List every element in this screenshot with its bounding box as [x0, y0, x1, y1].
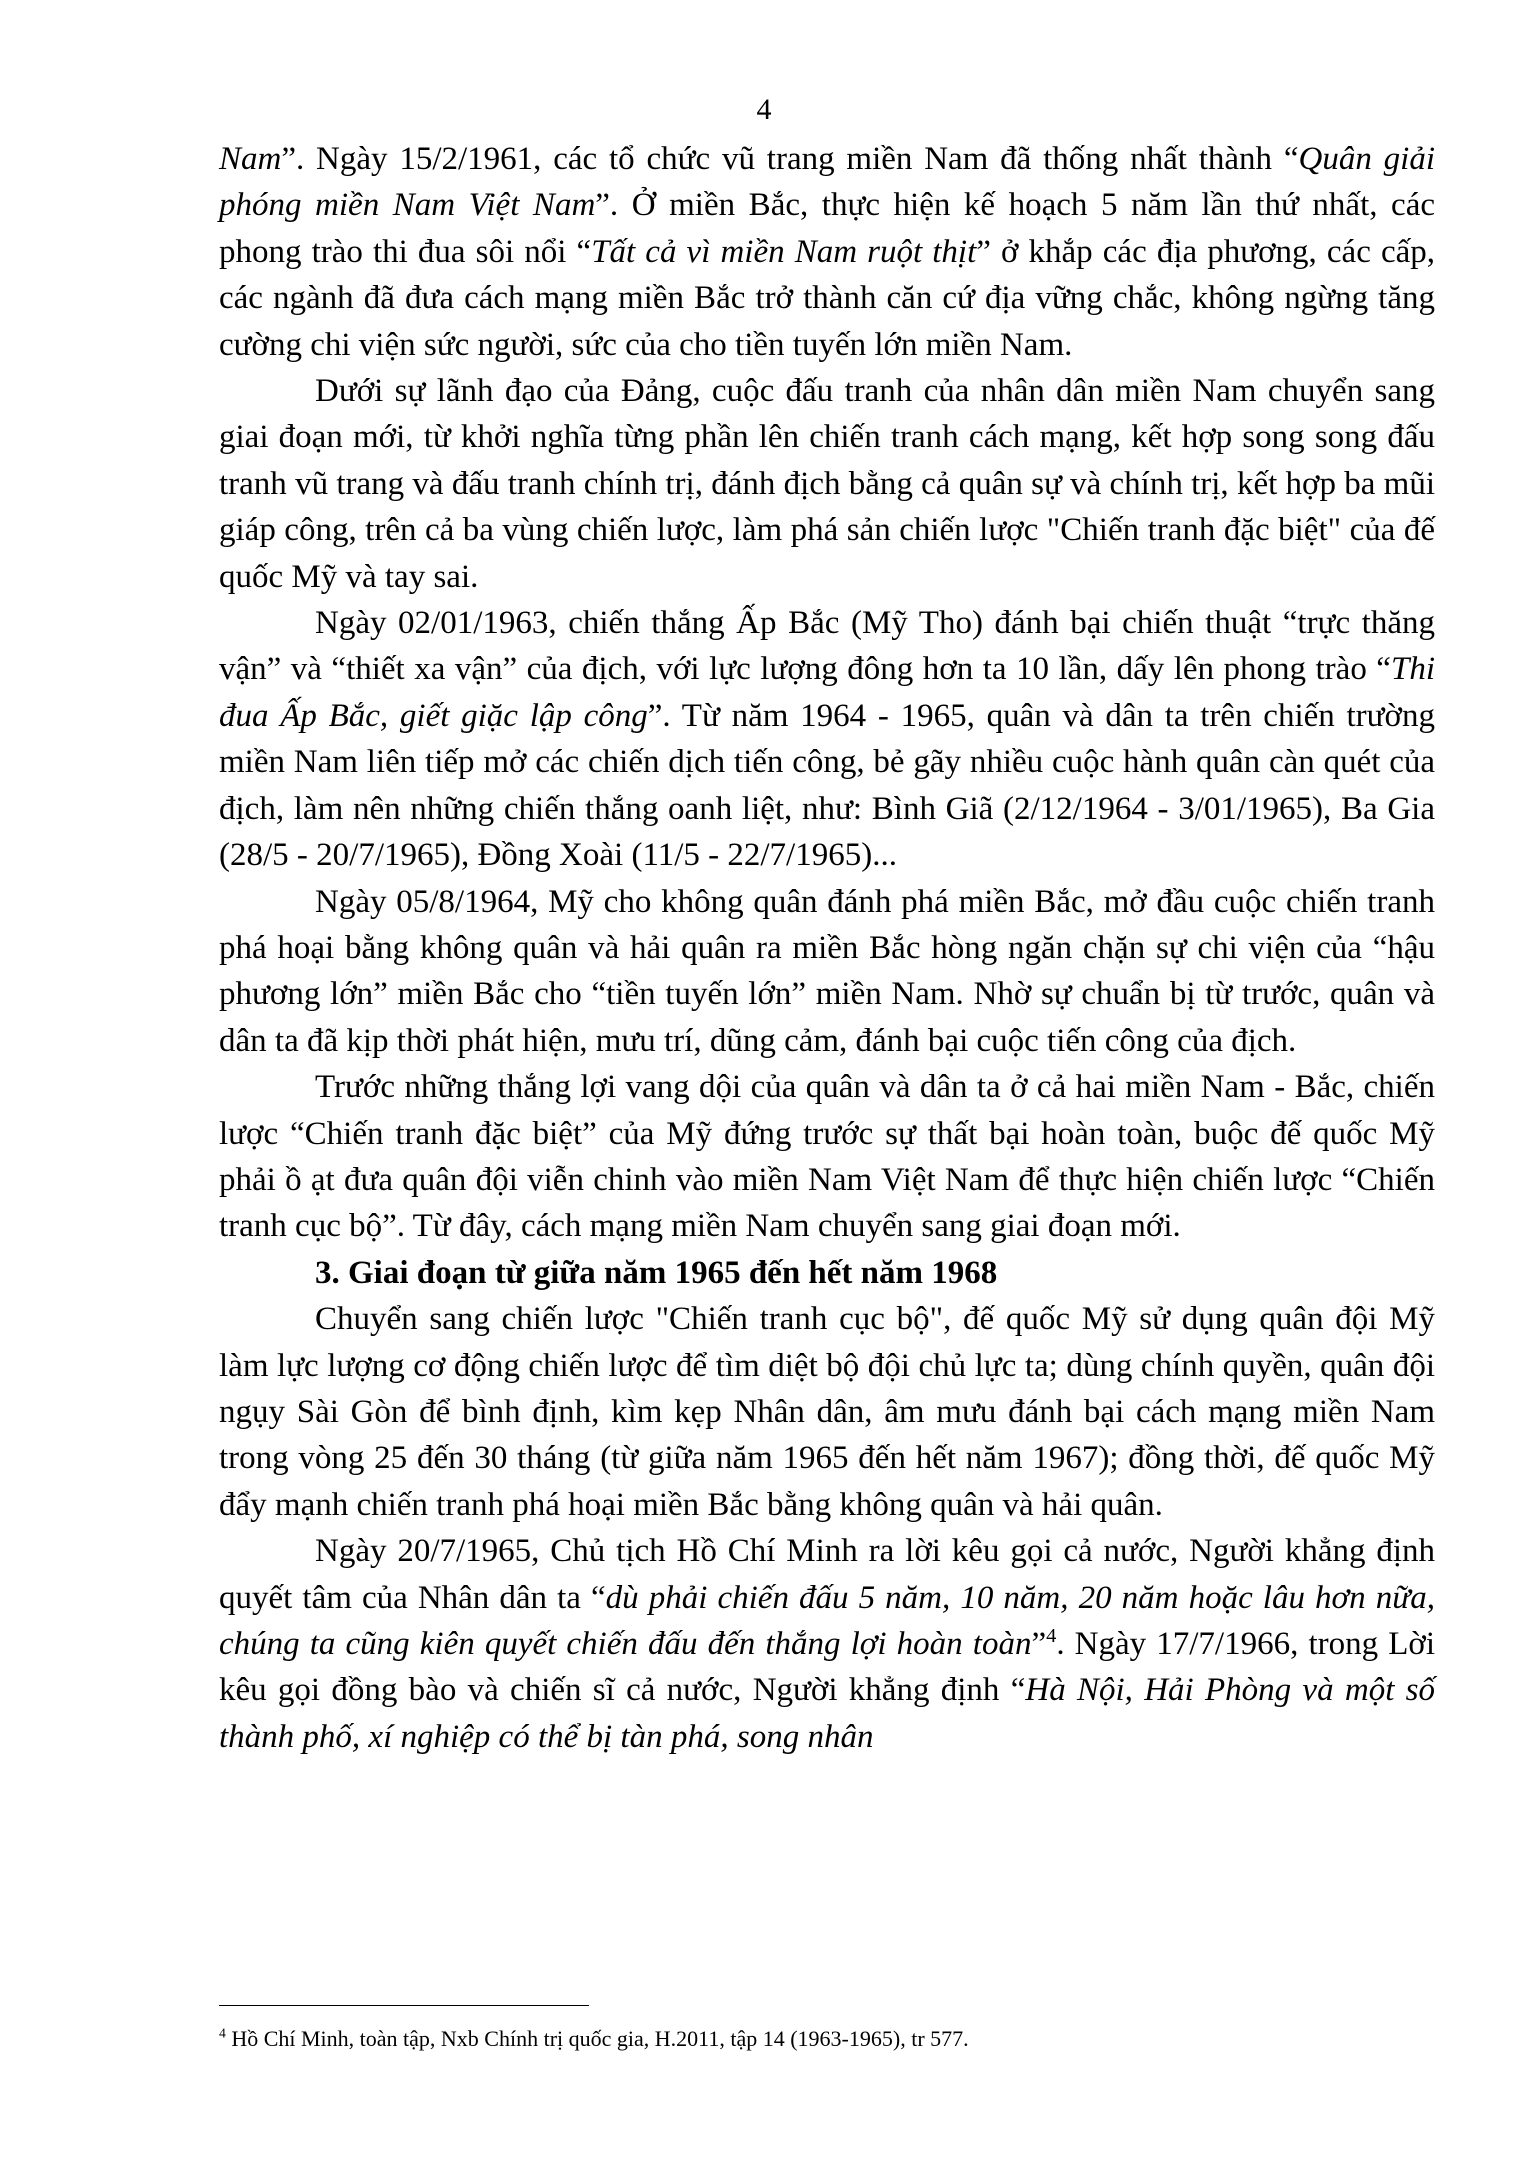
footnote-reference[interactable]: 4 — [1046, 1625, 1057, 1647]
footnote-text: Hồ Chí Minh, toàn tập, Nxb Chính trị quốc gia, H.2011, tập 14 (1963-1965), tr 577. — [225, 2026, 969, 2051]
paragraph-3 — [219, 600, 1435, 878]
footnote-mark: 4 — [219, 2025, 226, 2041]
text-run: ” ở khắp các địa phương, các cấp, các ngành đã đưa cách mạng miền Bắc trở thành căn cứ địa vững chắc, không ngừng tăng cường chi viện sức người, sức của cho tiền tuyến lớn miền Nam. — [219, 233, 1435, 363]
text-run: Ngày 20/7/1965, Chủ tịch Hồ Chí Minh ra lời kêu gọi cả nước, Người khẳng định quyết tâm của Nhân dân ta “ — [219, 1533, 1435, 1616]
footnote — [219, 2024, 1435, 2054]
body-text — [219, 136, 1435, 1760]
text-run: ”. Ngày 15/2/1961, các tổ chức vũ trang miền Nam đã thống nhất thành “ — [281, 141, 1299, 177]
text-run: ” — [1031, 1626, 1047, 1662]
italic-text: Thi đua Ấp Bắc, giết giặc lập công — [219, 651, 1435, 734]
paragraph-6: Chuyển sang chiến lược "Chiến tranh cục bộ", đế quốc Mỹ sử dụng quân đội Mỹ làm lực lượng cơ động chiến lược để tìm diệt bộ đội chủ lực ta; dùng chính quyền, quân đội ngụy Sài Gòn để bình định, kìm kẹp Nhân dân, âm mưu đánh bại cách mạng miền Nam trong vòng 25 đến 30 tháng (từ giữa năm 1965 đến hết năm 1967); đồng thời, đế quốc Mỹ đẩy mạnh chiến tranh phá hoại miền Bắc bằng không quân và hải quân. — [219, 1301, 1435, 1523]
text-run: Ngày 02/01/1963, chiến thắng Ấp Bắc (Mỹ Tho) đánh bại chiến thuật “trực thăng vận” và “thiết xa vận” của địch, với lực lượng đông hơn ta 10 lần, dấy lên phong trào “ — [219, 605, 1435, 688]
paragraph-5: Trước những thắng lợi vang dội của quân và dân ta ở cả hai miền Nam - Bắc, chiến lược “Chiến tranh đặc biệt” của Mỹ đứng trước sự thất bại hoàn toàn, buộc đế quốc Mỹ phải ồ ạt đưa quân đội viễn chinh vào miền Nam Việt Nam để thực hiện chiến lược “Chiến tranh cục bộ”. Từ đây, cách mạng miền Nam chuyển sang giai đoạn mới. — [219, 1069, 1435, 1245]
paragraph-4: Ngày 05/8/1964, Mỹ cho không quân đánh phá miền Bắc, mở đầu cuộc chiến tranh phá hoại bằng không quân và hải quân ra miền Bắc hòng ngăn chặn sự chi viện của “hậu phương lớn” miền Bắc cho “tiền tuyến lớn” miền Nam. Nhờ sự chuẩn bị từ trước, quân và dân ta đã kịp thời phát hiện, mưu trí, dũng cảm, đánh bại cuộc tiến công của địch. — [219, 883, 1435, 1059]
paragraph-1 — [219, 136, 1435, 368]
page-number: 4 — [756, 93, 772, 126]
italic-text: Nam — [219, 141, 282, 177]
italic-text: Tất cả vì miền Nam ruột thịt — [591, 233, 977, 270]
paragraph-7 — [219, 1528, 1435, 1760]
italic-text: Hà Nội, Hải Phòng và một số thành phố, xí nghiệp có thể bị tàn phá, song nhân — [219, 1672, 1435, 1755]
text-run: ”. Từ năm 1964 - 1965, quân và dân ta trên chiến trường miền Nam liên tiếp mở các chiến dịch tiến công, bẻ gãy nhiều cuộc hành quân càn quét của địch, làm nên những chiến thắng oanh liệt, như: Bình Giã (2/12/1964 - 3/01/1965), Ba Gia (28/5 - 20/7/1965), Đồng Xoài (11/5 - 22/7/1965)... — [219, 697, 1435, 874]
paragraph-2: Dưới sự lãnh đạo của Đảng, cuộc đấu tranh của nhân dân miền Nam chuyển sang giai đoạn mới, từ khởi nghĩa từng phần lên chiến tranh cách mạng, kết hợp song song đấu tranh vũ trang và đấu tranh chính trị, đánh địch bằng cả quân sự và chính trị, kết hợp ba mũi giáp công, trên cả ba vùng chiến lược, làm phá sản chiến lược "Chiến tranh đặc biệt" của đế quốc Mỹ và tay sai. — [219, 373, 1435, 595]
section-heading: 3. Giai đoạn từ giữa năm 1965 đến hết năm 1968 — [315, 1254, 998, 1291]
italic-text: Quân giải phóng miền Nam Việt Nam — [219, 141, 1435, 224]
footnote-separator — [219, 2005, 589, 2006]
text-run: ”. Ở miền Bắc, thực hiện kế hoạch 5 năm lần thứ nhất, các phong trào thi đua sôi nổi “ — [219, 187, 1435, 270]
italic-text: dù phải chiến đấu 5 năm, 10 năm, 20 năm hoặc lâu hơn nữa, chúng ta cũng kiên quyết chiến đấu đến thắng lợi hoàn toàn — [219, 1579, 1435, 1662]
text-run: . Ngày 17/7/1966, trong Lời kêu gọi đồng bào và chiến sĩ cả nước, Người khẳng định “ — [219, 1626, 1435, 1709]
